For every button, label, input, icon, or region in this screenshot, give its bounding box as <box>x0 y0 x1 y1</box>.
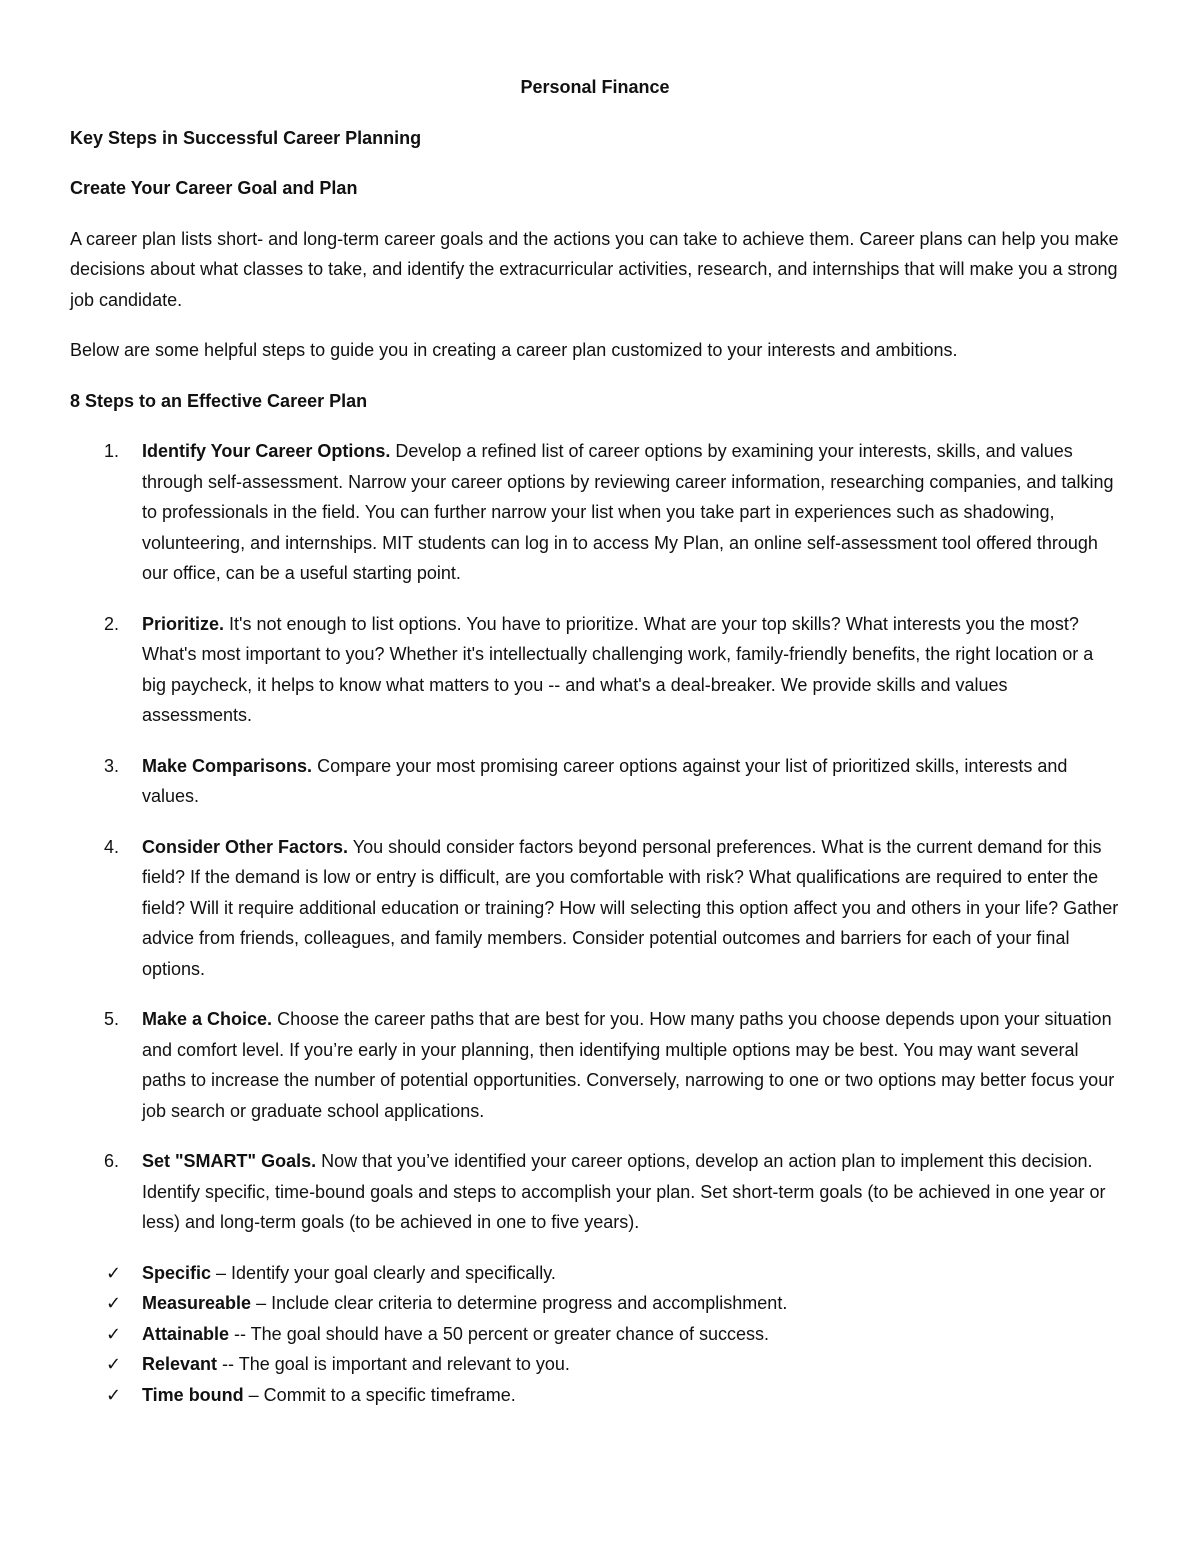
smart-text: – Identify your goal clearly and specifically. <box>211 1262 556 1283</box>
step-item <box>70 1146 1120 1238</box>
step-term: Make a Choice. <box>142 1009 273 1029</box>
smart-item <box>70 1380 1120 1411</box>
step-text: Develop a refined list of career options by examining your interests, skills, and values through self-assessment. Narrow your career options by reviewing career information, researching companies, and talking to professionals in the field. You can further narrow your list when you take part in experiences such as shadowing, volunteering, and internships. MIT students can log in to access My Plan, an online self-assessment tool offered through our office, can be a useful starting point. <box>142 441 1114 583</box>
checkmark-icon: ✓ <box>106 1354 122 1374</box>
step-term: Identify Your Career Options. <box>142 441 391 461</box>
smart-text: -- The goal should have a 50 percent or greater chance of success. <box>229 1323 769 1344</box>
smart-term: Measureable <box>142 1293 252 1313</box>
step-text: You should consider factors beyond personal preferences. What is the current demand for this field? If the demand is low or entry is difficult, are you comfortable with risk? What qualifications are required to enter the field? Will it require additional education or training? How will selecting this option affect you and others in your life? Gather advice from friends, colleagues, and family members. Consider potential outcomes and barriers for each of your final options. <box>142 836 1119 979</box>
step-term: Set "SMART" Goals. <box>142 1151 317 1171</box>
step-text: It's not enough to list options. You have to prioritize. What are your top skills? What interests you the most? What's most important to you? Whether it's intellectually challenging work, family-friendly benefits, the right location or a big paycheck, it helps to know what matters to you -- and what's a deal-breaker. We provide skills and values assessments. <box>142 613 1094 725</box>
step-number: 3. <box>104 755 120 776</box>
step-item <box>70 1004 1120 1126</box>
smart-text: – Include clear criteria to determine progress and accomplishment. <box>251 1293 788 1313</box>
smart-text: – Commit to a specific timeframe. <box>243 1384 516 1405</box>
step-item <box>70 609 1120 731</box>
smart-item <box>70 1349 1120 1380</box>
checkmark-icon: ✓ <box>106 1262 122 1283</box>
smart-term: Specific <box>142 1262 212 1283</box>
document-title: Personal Finance <box>520 77 670 97</box>
step-text: Choose the career paths that are best for you. How many paths you choose depends upon your situation and comfort level. If you’re early in your planning, then identifying multiple options may be best. You may want several paths to increase the number of potential opportunities. Conversely, narrowing to one or two options may better focus your job search or graduate school applications. <box>142 1009 1115 1121</box>
smart-term: Attainable <box>142 1323 230 1344</box>
checkmark-icon: ✓ <box>106 1323 122 1344</box>
smart-item <box>70 1288 1120 1319</box>
sub-heading: Create Your Career Goal and Plan <box>70 178 358 198</box>
step-number: 5. <box>104 1009 120 1029</box>
checkmark-icon: ✓ <box>106 1384 122 1405</box>
intro-paragraph: A career plan lists short- and long-term career goals and the actions you can take to achieve them. Career plans can help you make decisions about what classes to take, and identify the extracurricular activities, research, and internships that will make you a strong job candidate. <box>70 228 1119 310</box>
step-number: 2. <box>104 613 120 634</box>
smart-term: Relevant <box>142 1354 218 1374</box>
step-term: Prioritize. <box>142 613 225 634</box>
step-item <box>70 436 1120 589</box>
checkmark-icon: ✓ <box>106 1293 122 1313</box>
step-number: 1. <box>104 441 120 461</box>
smart-text: -- The goal is important and relevant to you. <box>217 1354 570 1374</box>
step-item <box>70 751 1120 812</box>
smart-goals-list <box>70 1258 1120 1411</box>
step-term: Make Comparisons. <box>142 755 313 776</box>
main-heading: Key Steps in Successful Career Planning <box>70 127 422 148</box>
step-term: Consider Other Factors. <box>142 836 349 857</box>
step-item <box>70 832 1120 985</box>
steps-list <box>70 436 1120 1238</box>
steps-heading: 8 Steps to an Effective Career Plan <box>70 390 368 411</box>
smart-item <box>70 1319 1120 1350</box>
step-text: Compare your most promising career options against your list of prioritized skills, interests and values. <box>142 755 1068 806</box>
step-number: 6. <box>104 1151 120 1171</box>
guide-paragraph: Below are some helpful steps to guide you in creating a career plan customized to your interests and ambitions. <box>70 340 958 360</box>
step-text: Now that you’ve identified your career options, develop an action plan to implement this decision. Identify specific, time-bound goals and steps to accomplish your plan. Set short-term goals (to be achieved in one year or less) and long-term goals (to be achieved in one to five years). <box>142 1151 1106 1232</box>
smart-item <box>70 1258 1120 1289</box>
smart-term: Time bound <box>142 1384 244 1405</box>
step-number: 4. <box>104 836 120 857</box>
